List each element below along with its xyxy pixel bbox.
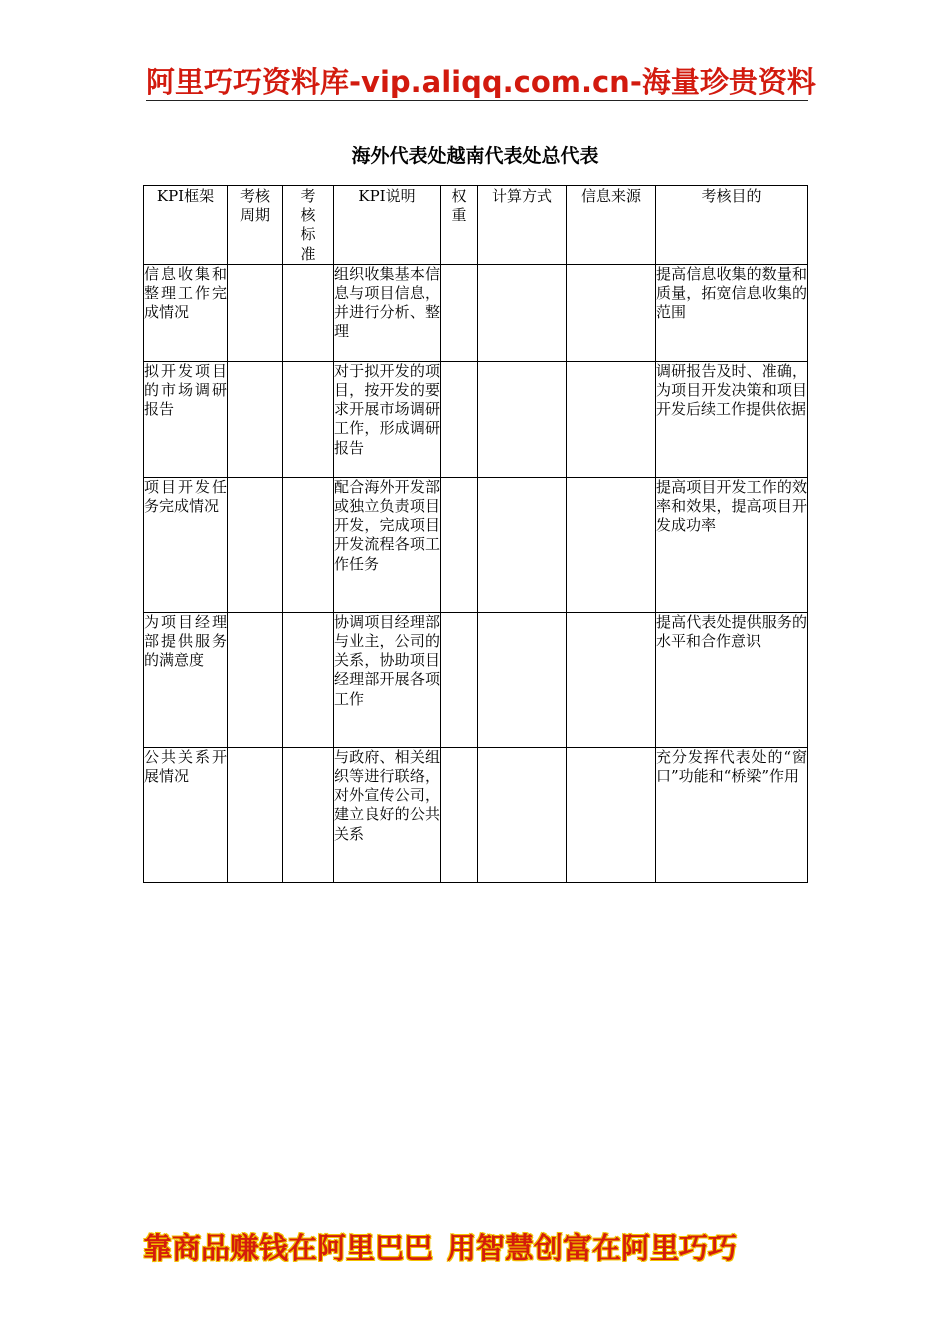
cell-framework: 项目开发任务完成情况 — [144, 477, 228, 612]
header-kpi-framework: KPI框架 — [144, 186, 228, 265]
header-standard: 考核标准 — [283, 186, 334, 265]
cell-weight — [441, 361, 478, 477]
cell-method — [478, 477, 567, 612]
cell-cycle — [228, 264, 283, 361]
table-row — [144, 264, 808, 361]
cell-standard — [283, 361, 334, 477]
cell-purpose: 充分发挥代表处的“窗口”功能和“桥梁”作用 — [656, 747, 808, 882]
cell-weight — [441, 264, 478, 361]
banner-divider — [146, 100, 808, 101]
cell-source — [567, 264, 656, 361]
cell-source — [567, 477, 656, 612]
cell-method — [478, 361, 567, 477]
table-row — [144, 612, 808, 747]
cell-method — [478, 264, 567, 361]
cell-cycle — [228, 612, 283, 747]
table-header-row — [144, 186, 808, 265]
cell-framework: 公共关系开展情况 — [144, 747, 228, 882]
cell-standard — [283, 264, 334, 361]
table-row — [144, 477, 808, 612]
cell-purpose: 提高代表处提供服务的水平和合作意识 — [656, 612, 808, 747]
kpi-table — [143, 185, 808, 883]
header-description: KPI说明 — [334, 186, 441, 265]
cell-description: 组织收集基本信息与项目信息，并进行分析、整理 — [334, 264, 441, 361]
cell-description: 对于拟开发的项目，按开发的要求开展市场调研工作，形成调研报告 — [334, 361, 441, 477]
cell-standard — [283, 477, 334, 612]
cell-purpose: 提高信息收集的数量和质量，拓宽信息收集的范围 — [656, 264, 808, 361]
cell-cycle — [228, 747, 283, 882]
site-banner-bottom — [143, 1228, 793, 1268]
cell-cycle — [228, 361, 283, 477]
header-source: 信息来源 — [567, 186, 656, 265]
table-row — [144, 361, 808, 477]
header-weight: 权重 — [441, 186, 478, 265]
cell-source — [567, 361, 656, 477]
header-cycle: 考核周期 — [228, 186, 283, 265]
cell-framework: 拟开发项目的市场调研报告 — [144, 361, 228, 477]
cell-description: 协调项目经理部与业主，公司的关系，协助项目经理部开展各项工作 — [334, 612, 441, 747]
cell-source — [567, 612, 656, 747]
table-row — [144, 747, 808, 882]
site-banner-top: 阿里巧巧资料库-vip.aliqq.com.cn-海量珍贵资料 — [146, 65, 816, 99]
cell-description: 与政府、相关组织等进行联络，对外宣传公司，建立良好的公共关系 — [334, 747, 441, 882]
cell-weight — [441, 612, 478, 747]
cell-purpose: 调研报告及时、准确，为项目开发决策和项目开发后续工作提供依据 — [656, 361, 808, 477]
header-method: 计算方式 — [478, 186, 567, 265]
cell-standard — [283, 612, 334, 747]
cell-cycle — [228, 477, 283, 612]
header-purpose: 考核目的 — [656, 186, 808, 265]
cell-framework: 信息收集和整理工作完成情况 — [144, 264, 228, 361]
banner-bottom-right: 用智慧创富在阿里巧巧 — [447, 1231, 738, 1265]
cell-description: 配合海外开发部或独立负责项目开发，完成项目开发流程各项工作任务 — [334, 477, 441, 612]
cell-purpose: 提高项目开发工作的效率和效果，提高项目开发成功率 — [656, 477, 808, 612]
cell-weight — [441, 477, 478, 612]
cell-source — [567, 747, 656, 882]
cell-method — [478, 612, 567, 747]
banner-bottom-left: 靠商品赚钱在阿里巴巴 — [143, 1231, 434, 1265]
cell-weight — [441, 747, 478, 882]
cell-standard — [283, 747, 334, 882]
document-title: 海外代表处越南代表处总代表 — [351, 145, 599, 167]
cell-method — [478, 747, 567, 882]
cell-framework: 为项目经理部提供服务的满意度 — [144, 612, 228, 747]
